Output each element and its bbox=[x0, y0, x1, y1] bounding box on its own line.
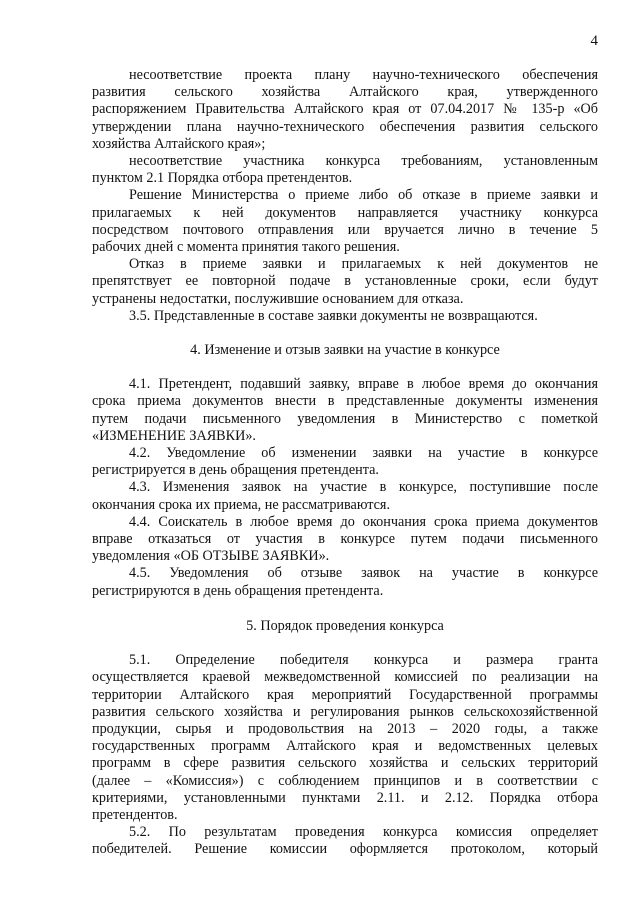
text-line: «ИЗМЕНЕНИЕ ЗАЯВКИ». bbox=[92, 427, 256, 444]
text-line: устранены недостатки, послужившие основанием для отказа. bbox=[92, 290, 464, 307]
text-line: утверждении плана научно-технического обеспечения развития сельского bbox=[92, 118, 598, 135]
text-line: 4.5. Уведомления об отзыве заявок на участие в конкурсе bbox=[129, 565, 598, 582]
text-line: хозяйства Алтайского края»; bbox=[92, 135, 266, 152]
text-line: несоответствие участника конкурса требованиям, установленным bbox=[129, 153, 598, 170]
text-line: 5.1. Определение победителя конкурса и размера гранта bbox=[129, 652, 598, 669]
paragraph bbox=[92, 824, 598, 858]
text-line: рабочих дней с момента принятия такого решения. bbox=[92, 239, 400, 256]
paragraph bbox=[92, 67, 598, 153]
text-line: регистрируется в день обращения претендента. bbox=[92, 462, 379, 479]
text-line: критериями, установленными пунктами 2.11. и 2.12. Порядка отбора bbox=[92, 789, 598, 806]
text-line: срока приема документов внести в представленные документы изменения bbox=[92, 393, 598, 410]
text-line: территории Алтайского края мероприятий Государственной программы bbox=[92, 686, 598, 703]
text-line: прилагаемых к ней документов направляется участнику конкурса bbox=[92, 204, 598, 221]
text-line: 3.5. Представленные в составе заявки документы не возвращаются. bbox=[129, 307, 538, 324]
text-line: осуществляется краевой межведомственной комиссией по реализации на bbox=[92, 669, 598, 686]
text-line: (далее – «Комиссия») с соблюдением принципов и в соответствии с bbox=[92, 772, 598, 789]
text-line: государственных программ Алтайского края и ведомственных целевых bbox=[92, 738, 598, 755]
paragraph bbox=[92, 652, 598, 824]
paragraph bbox=[92, 308, 598, 325]
paragraph bbox=[92, 514, 598, 566]
text-line: претендентов. bbox=[92, 806, 178, 823]
text-line: окончания срока их приема, не рассматриваются. bbox=[92, 496, 390, 513]
paragraph bbox=[92, 445, 598, 479]
paragraph bbox=[92, 479, 598, 513]
page-number: 4 bbox=[590, 33, 598, 49]
text-line: Отказ в приеме заявки и прилагаемых к ней документов не bbox=[129, 256, 598, 273]
section-heading: 4. Изменение и отзыв заявки на участие в конкурсе bbox=[190, 342, 500, 359]
paragraph bbox=[92, 565, 598, 599]
text-line: развития сельского хозяйства Алтайского края, утвержденного bbox=[92, 84, 598, 101]
text-line: путем подачи письменного уведомления в Министерство с пометкой bbox=[92, 410, 598, 427]
text-line: 4.2. Уведомление об изменении заявки на участие в конкурсе bbox=[129, 445, 598, 462]
text-line: программ в сфере развития сельского хозяйства и сельских территорий bbox=[92, 755, 598, 772]
paragraph bbox=[92, 376, 598, 445]
text-line: 4.3. Изменения заявок на участие в конкурсе, поступившие после bbox=[129, 479, 598, 496]
text-line: 5.2. По результатам проведения конкурса комиссия определяет bbox=[129, 824, 598, 841]
text-line: продукции, сырья и продовольствия на 2013 – 2020 годы, а также bbox=[92, 720, 598, 737]
text-line: развития сельского хозяйства и регулирования рынков сельскохозяйственной bbox=[92, 703, 598, 720]
text-line: 4.4. Соискатель в любое время до окончания срока приема документов bbox=[129, 513, 598, 530]
text-line: уведомления «ОБ ОТЗЫВЕ ЗАЯВКИ». bbox=[92, 548, 330, 565]
section-heading: 5. Порядок проведения конкурса bbox=[246, 617, 444, 634]
text-line: 4.1. Претендент, подавший заявку, вправе в любое время до окончания bbox=[129, 376, 598, 393]
text-line: пунктом 2.1 Порядка отбора претендентов. bbox=[92, 170, 353, 187]
text-line: посредством почтового отправления или вручается лично в течение 5 bbox=[92, 221, 598, 238]
text-line: Решение Министерства о приеме либо об отказе в приеме заявки и bbox=[129, 187, 598, 204]
text-line: препятствует ее повторной подаче в установленные сроки, если будут bbox=[92, 273, 598, 290]
text-line: регистрируются в день обращения претендента. bbox=[92, 582, 384, 599]
text-line: вправе отказаться от участия в конкурсе путем подачи письменного bbox=[92, 531, 598, 548]
paragraph bbox=[92, 256, 598, 308]
paragraph bbox=[92, 153, 598, 187]
text-line: несоответствие проекта плану научно-технического обеспечения bbox=[129, 67, 598, 83]
text-line: победителей. Решение комиссии оформляется протоколом, который bbox=[92, 841, 598, 858]
document-body bbox=[92, 67, 598, 859]
text-line: распоряжением Правительства Алтайского края от 07.04.2017 № 135-р «Об bbox=[92, 101, 598, 118]
paragraph bbox=[92, 187, 598, 256]
